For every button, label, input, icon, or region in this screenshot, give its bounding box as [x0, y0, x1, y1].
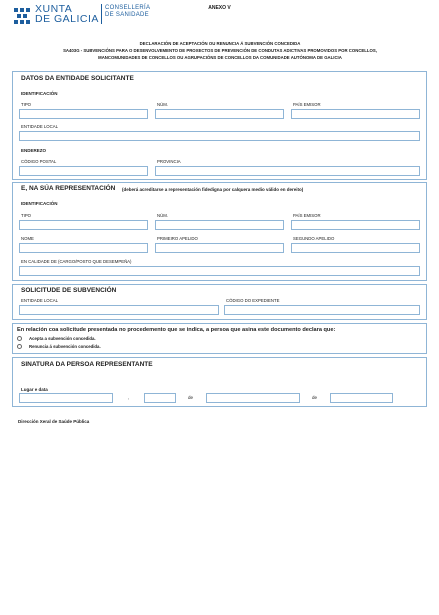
logo-galicia-text: DE GALICIA [35, 13, 99, 25]
representative-pais-field[interactable] [291, 220, 420, 230]
representative-apelido2-label: SEGUNDO APELIDO [293, 236, 335, 241]
subsidy-entidade-field[interactable] [19, 305, 219, 315]
year-field[interactable] [330, 393, 393, 403]
applicant-address-heading: ENDEREZO [21, 148, 47, 153]
subsidy-expediente-field[interactable] [224, 305, 420, 315]
footer-department: Dirección Xeral de Saúde Pública [18, 419, 90, 424]
representative-apelido2-field[interactable] [291, 243, 420, 253]
representative-tipo-label: TIPO [21, 213, 32, 218]
logo-xunta-text: XUNTA [35, 3, 73, 15]
subsidy-expediente-label: CÓDIGO DO EXPEDIENTE [226, 298, 280, 303]
applicant-cp-label: CÓDIGO POSTAL [21, 159, 57, 164]
declaration-text: En relación coa solicitude presentada no procedemento que se indica, a persoa que asina este documento declara que: [17, 327, 336, 333]
applicant-entidade-field[interactable] [19, 131, 420, 141]
de-separator-2: de [312, 395, 318, 400]
reject-radio[interactable] [17, 344, 22, 349]
subsidy-section-title: SOLICITUDE DE SUBVENCIÓN [21, 287, 117, 294]
month-field[interactable] [206, 393, 300, 403]
applicant-num-field[interactable] [155, 109, 284, 119]
representative-apelido1-field[interactable] [155, 243, 284, 253]
applicant-section-title: DATOS DA ENTIDADE SOLICITANTE [21, 75, 134, 82]
form-title: DECLARACIÓN DE ACEPTACIÓN OU RENUNCIA Á SUBVENCIÓN CONCEDIDA [139, 41, 301, 46]
form-subtitle-2: MANCOMUNIDADES DE CONCELLOS OU AGRUPACIÓNS DE CONCELLOS DA COMUNIDADE AUTÓNOMA DE GALICIA [98, 55, 342, 60]
applicant-tipo-field[interactable] [19, 109, 148, 119]
applicant-tipo-label: TIPO [21, 102, 32, 107]
accept-option-label: Acepta a subvención concedida. [29, 336, 96, 341]
department-line-2: DE SANIDADE [105, 12, 149, 18]
annex-label: ANEXO V [208, 5, 231, 11]
de-separator-1: de [188, 395, 194, 400]
accept-radio[interactable] [17, 336, 22, 341]
applicant-num-label: NÚM. [157, 102, 168, 107]
day-field[interactable] [144, 393, 176, 403]
representative-num-label: NÚM. [157, 213, 168, 218]
representative-num-field[interactable] [155, 220, 284, 230]
representative-nome-field[interactable] [19, 243, 148, 253]
applicant-pais-label: PAÍS EMISOR [293, 102, 321, 107]
representative-section-title: E, NA SÚA REPRESENTACIÓN [21, 185, 116, 192]
department-line-1: CONSELLERÍA [105, 5, 151, 11]
representative-cargo-field[interactable] [19, 266, 420, 276]
signature-section-title: SINATURA DA PERSOA REPRESENTANTE [21, 361, 153, 368]
applicant-identification-heading: IDENTIFICACIÓN [21, 91, 58, 96]
reject-option-label: Renuncia á subvención concedida. [29, 344, 101, 349]
subsidy-entidade-label: ENTIDADE LOCAL [21, 298, 59, 303]
form-subtitle-1: SA403G - SUBVENCIÓNS PARA O DESENVOLVEMENTO DE PROXECTOS DE PREVENCIÓN DE CONDUTAS ADICTIVAS PROMOVIDOS POR CONCELLOS, [63, 48, 377, 53]
applicant-section [12, 71, 427, 180]
representative-identification-heading: IDENTIFICACIÓN [21, 201, 58, 206]
comma-separator: , [128, 395, 130, 400]
representative-pais-label: PAÍS EMISOR [293, 213, 321, 218]
place-date-label: Lugar e data [21, 387, 48, 392]
representative-note: (deberá acreditarse a representación fidedigna por calquera medio válido en dereito) [122, 187, 304, 192]
applicant-entidade-label: ENTIDADE LOCAL [21, 124, 59, 129]
representative-nome-label: NOME [21, 236, 34, 241]
applicant-provincia-field[interactable] [155, 166, 420, 176]
representative-tipo-field[interactable] [19, 220, 148, 230]
representative-cargo-label: EN CALIDADE DE (CARGO/POSTO QUE DESEMPEÑA) [21, 259, 132, 264]
place-field[interactable] [19, 393, 113, 403]
representative-apelido1-label: PRIMEIRO APELIDO [157, 236, 198, 241]
applicant-provincia-label: PROVINCIA [157, 159, 181, 164]
applicant-cp-field[interactable] [19, 166, 148, 176]
applicant-pais-field[interactable] [291, 109, 420, 119]
